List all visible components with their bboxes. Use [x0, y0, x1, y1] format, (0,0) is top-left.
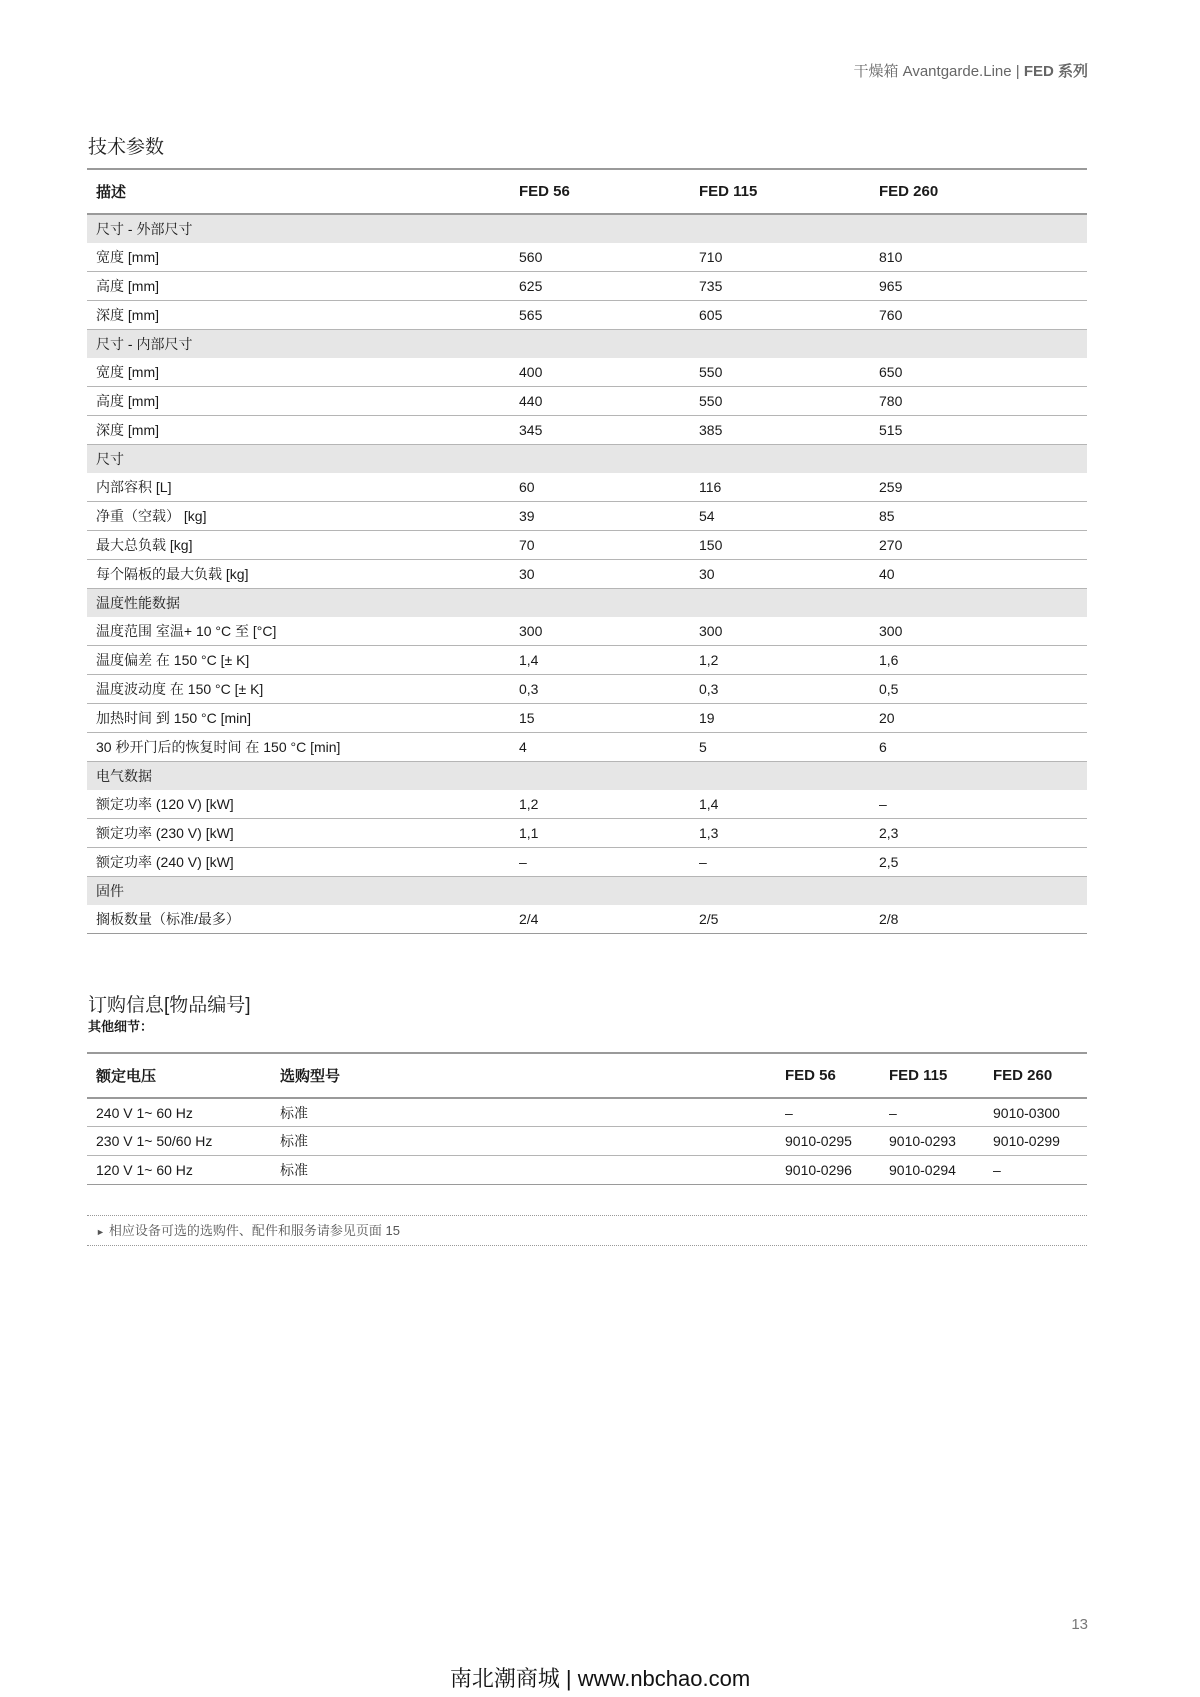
cell-value: 6: [870, 732, 1087, 761]
table-group-row: [87, 588, 1087, 617]
cell-value: 230 V 1~ 50/60 Hz: [87, 1127, 271, 1156]
order-col-voltage: 额定电压: [87, 1053, 271, 1098]
cell-value: 605: [690, 300, 870, 329]
cell-value: 150: [690, 531, 870, 560]
table-group-row: [87, 214, 1087, 243]
cell-value: 1,1: [510, 819, 690, 848]
table-row: [87, 848, 1087, 877]
row-label: 深度 [mm]: [87, 300, 510, 329]
table-row: [87, 531, 1087, 560]
table-row: [87, 560, 1087, 589]
cell-value: –: [870, 790, 1087, 819]
row-label: 净重（空载） [kg]: [87, 502, 510, 531]
row-label: 额定功率 (240 V) [kW]: [87, 848, 510, 877]
cell-value: 1,4: [510, 646, 690, 675]
cell-value: 70: [510, 531, 690, 560]
row-label: 额定功率 (230 V) [kW]: [87, 819, 510, 848]
cell-value: 9010-0293: [880, 1127, 984, 1156]
table-group-row: [87, 444, 1087, 473]
cell-value: –: [776, 1098, 880, 1127]
header-prefix: 干燥箱 Avantgarde.Line |: [853, 63, 1024, 80]
cell-value: 60: [510, 473, 690, 502]
cell-value: 0,3: [510, 675, 690, 704]
table-row: [87, 1156, 1087, 1185]
table-row: [87, 300, 1087, 329]
cell-value: 965: [870, 272, 1087, 301]
table-row: [87, 272, 1087, 301]
group-label: 固件: [87, 876, 1087, 905]
order-table-header: [87, 1053, 1087, 1098]
cell-value: –: [690, 848, 870, 877]
cell-value: 0,3: [690, 675, 870, 704]
row-label: 最大总负载 [kg]: [87, 531, 510, 560]
cell-value: 735: [690, 272, 870, 301]
group-label: 温度性能数据: [87, 588, 1087, 617]
tech-col-fed260: FED 260: [870, 169, 1087, 214]
table-row: [87, 358, 1087, 387]
table-row: [87, 243, 1087, 272]
group-label: 尺寸 - 内部尺寸: [87, 329, 1087, 358]
cell-value: 810: [870, 243, 1087, 272]
cell-value: –: [984, 1156, 1087, 1185]
group-label: 尺寸 - 外部尺寸: [87, 214, 1087, 243]
row-label: 搁板数量（标准/最多）: [87, 905, 510, 934]
row-label: 宽度 [mm]: [87, 243, 510, 272]
table-row: [87, 646, 1087, 675]
group-label: 电气数据: [87, 761, 1087, 790]
row-label: 深度 [mm]: [87, 416, 510, 445]
row-label: 温度偏差 在 150 °C [± K]: [87, 646, 510, 675]
cell-value: 9010-0294: [880, 1156, 984, 1185]
site-footer: 南北潮商城 | www.nbchao.com: [449, 1666, 751, 1691]
table-row: [87, 617, 1087, 646]
table-row: [87, 675, 1087, 704]
cell-value: 标准: [271, 1127, 776, 1156]
cell-value: 4: [510, 732, 690, 761]
cell-value: 5: [690, 732, 870, 761]
page-header: [853, 60, 1088, 81]
tech-table-header: [87, 169, 1087, 214]
table-row: [87, 416, 1087, 445]
tech-col-fed115: FED 115: [690, 169, 870, 214]
tech-table-body: [87, 214, 1087, 934]
header-series: FED 系列: [1023, 63, 1088, 80]
order-col-fed56: FED 56: [776, 1053, 880, 1098]
order-section-title: 订购信息[物品编号]: [88, 995, 251, 1016]
row-label: 额定功率 (120 V) [kW]: [87, 790, 510, 819]
cell-value: 345: [510, 416, 690, 445]
row-label: 内部容积 [L]: [87, 473, 510, 502]
row-label: 温度范围 室温+ 10 °C 至 [°C]: [87, 617, 510, 646]
tech-spec-table: [87, 168, 1087, 934]
cell-value: 120 V 1~ 60 Hz: [87, 1156, 271, 1185]
cell-value: 560: [510, 243, 690, 272]
cell-value: 2/8: [870, 905, 1087, 934]
cell-value: 9010-0296: [776, 1156, 880, 1185]
order-subtitle: 其他细节：: [88, 1019, 154, 1034]
cell-value: 40: [870, 560, 1087, 589]
cell-value: 780: [870, 387, 1087, 416]
cell-value: 30: [510, 560, 690, 589]
cell-value: 标准: [271, 1098, 776, 1127]
cell-value: 650: [870, 358, 1087, 387]
table-group-row: [87, 329, 1087, 358]
table-row: [87, 387, 1087, 416]
cell-value: 标准: [271, 1156, 776, 1185]
row-label: 每个隔板的最大负载 [kg]: [87, 560, 510, 589]
cell-value: 400: [510, 358, 690, 387]
table-row: [87, 790, 1087, 819]
cell-value: 760: [870, 300, 1087, 329]
order-col-fed115: FED 115: [880, 1053, 984, 1098]
cell-value: 30: [690, 560, 870, 589]
options-note: [87, 1215, 1087, 1246]
cell-value: 300: [690, 617, 870, 646]
row-label: 高度 [mm]: [87, 387, 510, 416]
table-row: [87, 905, 1087, 934]
tech-col-fed56: FED 56: [510, 169, 690, 214]
cell-value: 9010-0300: [984, 1098, 1087, 1127]
table-row: [87, 704, 1087, 733]
order-col-option: 选购型号: [271, 1053, 776, 1098]
cell-value: 565: [510, 300, 690, 329]
cell-value: 116: [690, 473, 870, 502]
cell-value: 2/4: [510, 905, 690, 934]
order-table-body: [87, 1098, 1087, 1184]
cell-value: 625: [510, 272, 690, 301]
cell-value: 1,4: [690, 790, 870, 819]
row-label: 30 秒开门后的恢复时间 在 150 °C [min]: [87, 732, 510, 761]
cell-value: 85: [870, 502, 1087, 531]
cell-value: 240 V 1~ 60 Hz: [87, 1098, 271, 1127]
table-group-row: [87, 876, 1087, 905]
row-label: 宽度 [mm]: [87, 358, 510, 387]
cell-value: 2,5: [870, 848, 1087, 877]
cell-value: 2,3: [870, 819, 1087, 848]
table-group-row: [87, 761, 1087, 790]
cell-value: 270: [870, 531, 1087, 560]
cell-value: 710: [690, 243, 870, 272]
group-label: 尺寸: [87, 444, 1087, 473]
cell-value: 19: [690, 704, 870, 733]
cell-value: 2/5: [690, 905, 870, 934]
cell-value: 15: [510, 704, 690, 733]
row-label: 高度 [mm]: [87, 272, 510, 301]
tech-col-description: 描述: [87, 169, 510, 214]
cell-value: 550: [690, 387, 870, 416]
table-row: [87, 1098, 1087, 1127]
table-row: [87, 473, 1087, 502]
cell-value: 385: [690, 416, 870, 445]
cell-value: 440: [510, 387, 690, 416]
cell-value: –: [510, 848, 690, 877]
table-row: [87, 819, 1087, 848]
page-number: 13: [1071, 1616, 1088, 1633]
cell-value: 9010-0299: [984, 1127, 1087, 1156]
row-label: 温度波动度 在 150 °C [± K]: [87, 675, 510, 704]
cell-value: 54: [690, 502, 870, 531]
cell-value: 1,3: [690, 819, 870, 848]
row-label: 加热时间 到 150 °C [min]: [87, 704, 510, 733]
cell-value: 0,5: [870, 675, 1087, 704]
tech-section-title: 技术参数: [88, 137, 165, 158]
order-col-fed260: FED 260: [984, 1053, 1087, 1098]
order-table: [87, 1052, 1087, 1185]
cell-value: 300: [870, 617, 1087, 646]
options-note-text: 相应设备可选的选购件、配件和服务请参见页面 15: [108, 1223, 400, 1238]
cell-value: 300: [510, 617, 690, 646]
cell-value: 9010-0295: [776, 1127, 880, 1156]
cell-value: 515: [870, 416, 1087, 445]
cell-value: –: [880, 1098, 984, 1127]
table-row: [87, 732, 1087, 761]
table-row: [87, 502, 1087, 531]
cell-value: 259: [870, 473, 1087, 502]
cell-value: 39: [510, 502, 690, 531]
cell-value: 1,2: [510, 790, 690, 819]
cell-value: 550: [690, 358, 870, 387]
cell-value: 1,6: [870, 646, 1087, 675]
cell-value: 1,2: [690, 646, 870, 675]
triangle-right-icon: ►: [96, 1227, 105, 1237]
cell-value: 20: [870, 704, 1087, 733]
table-row: [87, 1127, 1087, 1156]
